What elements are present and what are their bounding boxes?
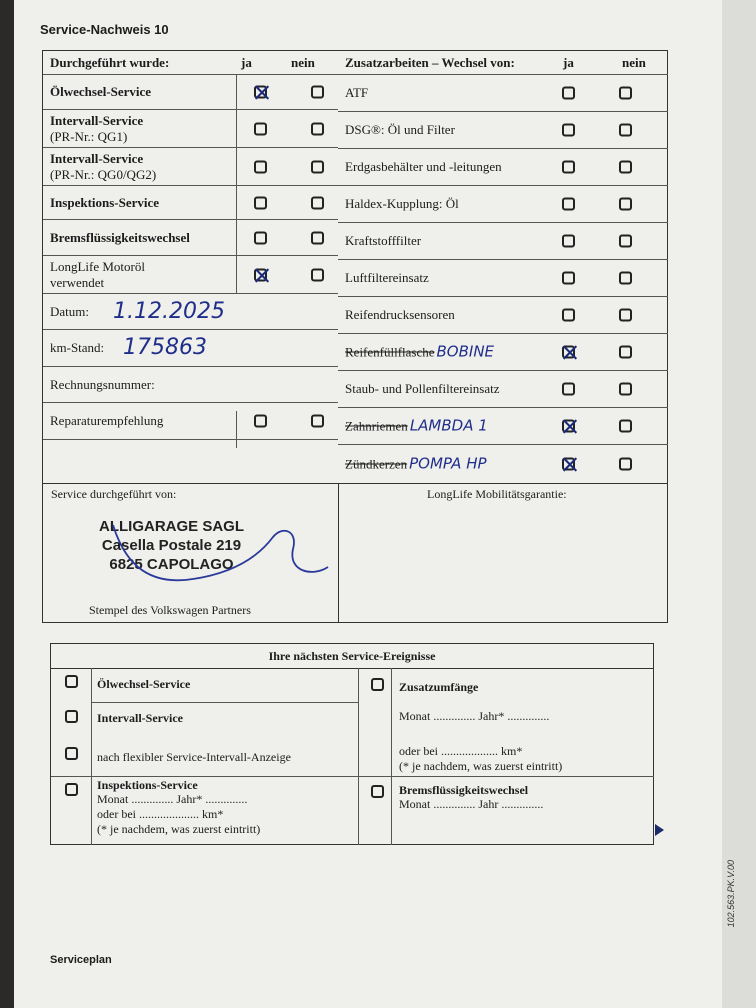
work-label (345, 196, 459, 212)
left-row (43, 330, 338, 367)
brake-month-line: Monat .............. Jahr .............. (399, 797, 544, 811)
work-name: Erdgasbehälter und -leitungen (345, 159, 502, 174)
additional-work-row (338, 260, 668, 297)
additional-work-row (338, 408, 668, 445)
work-name: Haldex-Kupplung: Öl (345, 196, 459, 211)
work-label (345, 344, 494, 361)
handwritten-note: LAMBDA 1 (409, 416, 488, 435)
brake-fluid-checkbox[interactable] (371, 785, 384, 798)
stamp-line: ALLIGARAGE SAGL (99, 518, 244, 535)
ja-header: ja (241, 54, 252, 70)
extra-month-line: Monat .............. Jahr* .............. (399, 709, 550, 723)
left-row (43, 403, 338, 440)
ja-checkbox[interactable] (254, 231, 267, 244)
inspection-note: (* je nachdem, was zuerst eintritt) (97, 822, 261, 836)
work-label (345, 418, 488, 435)
service-name: Intervall-Service (50, 112, 144, 128)
extra-scope-checkbox[interactable] (371, 678, 384, 691)
service-label (50, 151, 156, 183)
km-label: km-Stand: (50, 340, 105, 355)
work-label (345, 381, 500, 397)
ja-checkbox[interactable] (562, 272, 575, 285)
handwritten-note: BOBINE (436, 342, 495, 361)
document-code: 102.563.PK.V.00 (726, 860, 736, 928)
stamp-section (42, 483, 668, 623)
work-label (345, 455, 487, 472)
stamp-area (43, 483, 339, 622)
brake-fluid-label: Bremsflüssigkeitswechsel (399, 783, 529, 797)
additional-work-row (338, 75, 668, 112)
page-title: Service-Nachweis 10 (40, 22, 169, 37)
nein-checkbox[interactable] (619, 235, 632, 248)
service-label (50, 84, 151, 100)
ja-checkbox[interactable] (562, 457, 575, 470)
signature (83, 517, 333, 607)
next-service-events-table (50, 643, 654, 845)
work-name: Staub- und Pollenfiltereinsatz (345, 381, 500, 396)
ja-checkbox[interactable] (562, 198, 575, 211)
work-name: DSG®: Öl und Filter (345, 122, 455, 137)
inspection-service-label: Inspektions-Service (97, 778, 198, 792)
nein-checkbox[interactable] (619, 87, 632, 100)
work-label (345, 159, 502, 175)
left-row (43, 148, 338, 186)
nein-checkbox[interactable] (619, 124, 632, 137)
stamp-line: Casella Postale 219 (101, 537, 242, 554)
left-row (43, 367, 338, 403)
nein-checkbox[interactable] (619, 346, 632, 359)
left-row (43, 110, 338, 148)
ja-checkbox[interactable] (562, 124, 575, 137)
work-label (345, 307, 455, 323)
performed-by-label: Service durchgeführt von: (51, 487, 177, 501)
repair-label: Reparaturempfehlung (50, 413, 164, 428)
nein-checkbox[interactable] (311, 268, 324, 281)
service-table (42, 50, 668, 484)
nein-checkbox[interactable] (619, 383, 632, 396)
flexible-interval-label: nach flexibler Service-Intervall-Anzeige (97, 750, 291, 764)
ja-checkbox[interactable] (562, 420, 575, 433)
interval-service-label: Intervall-Service (97, 711, 183, 725)
left-row (43, 186, 338, 220)
extra-km-line: oder bei ................... km* (399, 744, 523, 758)
nein-checkbox[interactable] (311, 160, 324, 173)
additional-work-row (338, 297, 668, 334)
column-divider (236, 75, 237, 294)
work-name: Reifenfüllflasche (345, 344, 435, 360)
extra-note: (* je nachdem, was zuerst eintritt) (399, 759, 563, 773)
additional-work-row (338, 112, 668, 149)
work-name: Kraftstofffilter (345, 233, 422, 248)
right-header-row (338, 51, 668, 75)
oil-service-label: Ölwechsel-Service (97, 677, 191, 691)
stamp-line: 6825 CAPOLAGO (109, 556, 234, 573)
nein-checkbox[interactable] (311, 86, 324, 99)
nein-checkbox[interactable] (619, 309, 632, 322)
extra-scope-label: Zusatzumfänge (399, 680, 479, 694)
additional-work-row (338, 186, 668, 223)
guarantee-label: LongLife Mobilitätsgarantie: (427, 487, 567, 501)
nein-header: nein (622, 54, 646, 70)
ja-checkbox[interactable] (254, 160, 267, 173)
nein-checkbox[interactable] (311, 122, 324, 135)
column-divider (236, 411, 237, 448)
date-label: Datum: (50, 303, 89, 319)
nein-header: nein (291, 54, 315, 70)
ja-checkbox[interactable] (254, 122, 267, 135)
service-sub: (PR-Nr.: QG0/QG2) (50, 166, 157, 182)
nein-checkbox[interactable] (619, 198, 632, 211)
service-name: LongLife Motoröl (50, 258, 145, 274)
additional-work-header: Zusatzarbeiten – Wechsel von: (345, 54, 515, 70)
nein-checkbox[interactable] (619, 272, 632, 285)
invoice-label: Rechnungsnummer: (50, 376, 155, 392)
nein-checkbox[interactable] (619, 161, 632, 174)
nein-checkbox[interactable] (311, 231, 324, 244)
service-label (50, 230, 190, 246)
inspection-service-checkbox[interactable] (65, 783, 78, 796)
interval-service-checkbox[interactable] (65, 710, 78, 723)
ja-checkbox[interactable] (562, 161, 575, 174)
ja-checkbox[interactable] (562, 87, 575, 100)
handwritten-note: POMPA HP (409, 454, 487, 472)
ja-checkbox[interactable] (562, 309, 575, 322)
left-row (43, 440, 338, 476)
service-label (50, 113, 143, 145)
date-value[interactable]: 1.12.2025 (113, 298, 225, 324)
additional-work-row (338, 334, 668, 371)
km-value[interactable]: 175863 (123, 335, 207, 360)
work-name: Zahnriemen (345, 418, 408, 434)
repair-ja-checkbox[interactable] (254, 415, 267, 428)
additional-work-row (338, 445, 668, 482)
service-sub: verwendet (50, 274, 105, 290)
service-name: Bremsflüssigkeitswechsel (50, 229, 190, 245)
performed-header: Durchgeführt wurde: (50, 54, 170, 70)
work-name: Luftfiltereinsatz (345, 270, 429, 285)
left-row (43, 51, 338, 75)
work-label (345, 122, 455, 138)
ja-checkbox[interactable] (562, 346, 575, 359)
work-label (345, 233, 421, 249)
ja-checkbox[interactable] (254, 86, 267, 99)
stamp-caption: Stempel des Volkswagen Partners (89, 603, 251, 617)
ja-checkbox[interactable] (562, 235, 575, 248)
ja-checkbox[interactable] (562, 383, 575, 396)
ja-header: ja (563, 54, 574, 70)
service-label (50, 259, 145, 291)
work-name: Zündkerzen (345, 456, 408, 471)
left-row (43, 75, 338, 110)
ja-checkbox[interactable] (254, 268, 267, 281)
additional-work-row (338, 223, 668, 260)
oil-service-checkbox[interactable] (65, 675, 78, 688)
adjacent-page (720, 0, 756, 1008)
work-label (345, 85, 368, 101)
nein-checkbox[interactable] (619, 457, 632, 470)
nein-checkbox[interactable] (311, 196, 324, 209)
additional-work-row (338, 149, 668, 186)
footer-label: Serviceplan (50, 954, 112, 966)
left-row (43, 294, 338, 330)
service-name: Intervall-Service (50, 150, 144, 166)
service-sub: (PR-Nr.: QG1) (50, 128, 128, 144)
nein-checkbox[interactable] (619, 420, 632, 433)
ja-checkbox[interactable] (254, 196, 267, 209)
work-label (345, 270, 429, 286)
service-label (50, 195, 159, 211)
flexible-interval-checkbox[interactable] (65, 747, 78, 760)
left-row (43, 220, 338, 256)
service-name: Inspektions-Service (50, 194, 160, 210)
next-page-arrow-icon (655, 824, 664, 836)
service-booklet-page (14, 0, 722, 1008)
repair-nein-checkbox[interactable] (311, 415, 324, 428)
left-row (43, 256, 338, 294)
additional-work-row (338, 371, 668, 408)
inspection-month-line: Monat .............. Jahr* .............. (97, 792, 248, 806)
work-name: Reifendrucksensoren (345, 307, 455, 322)
service-name: Ölwechsel-Service (50, 84, 152, 99)
inspection-km-line: oder bei .................... km* (97, 807, 224, 821)
next-events-title: Ihre nächsten Service-Ereignisse (51, 644, 653, 669)
work-name: ATF (345, 85, 369, 100)
